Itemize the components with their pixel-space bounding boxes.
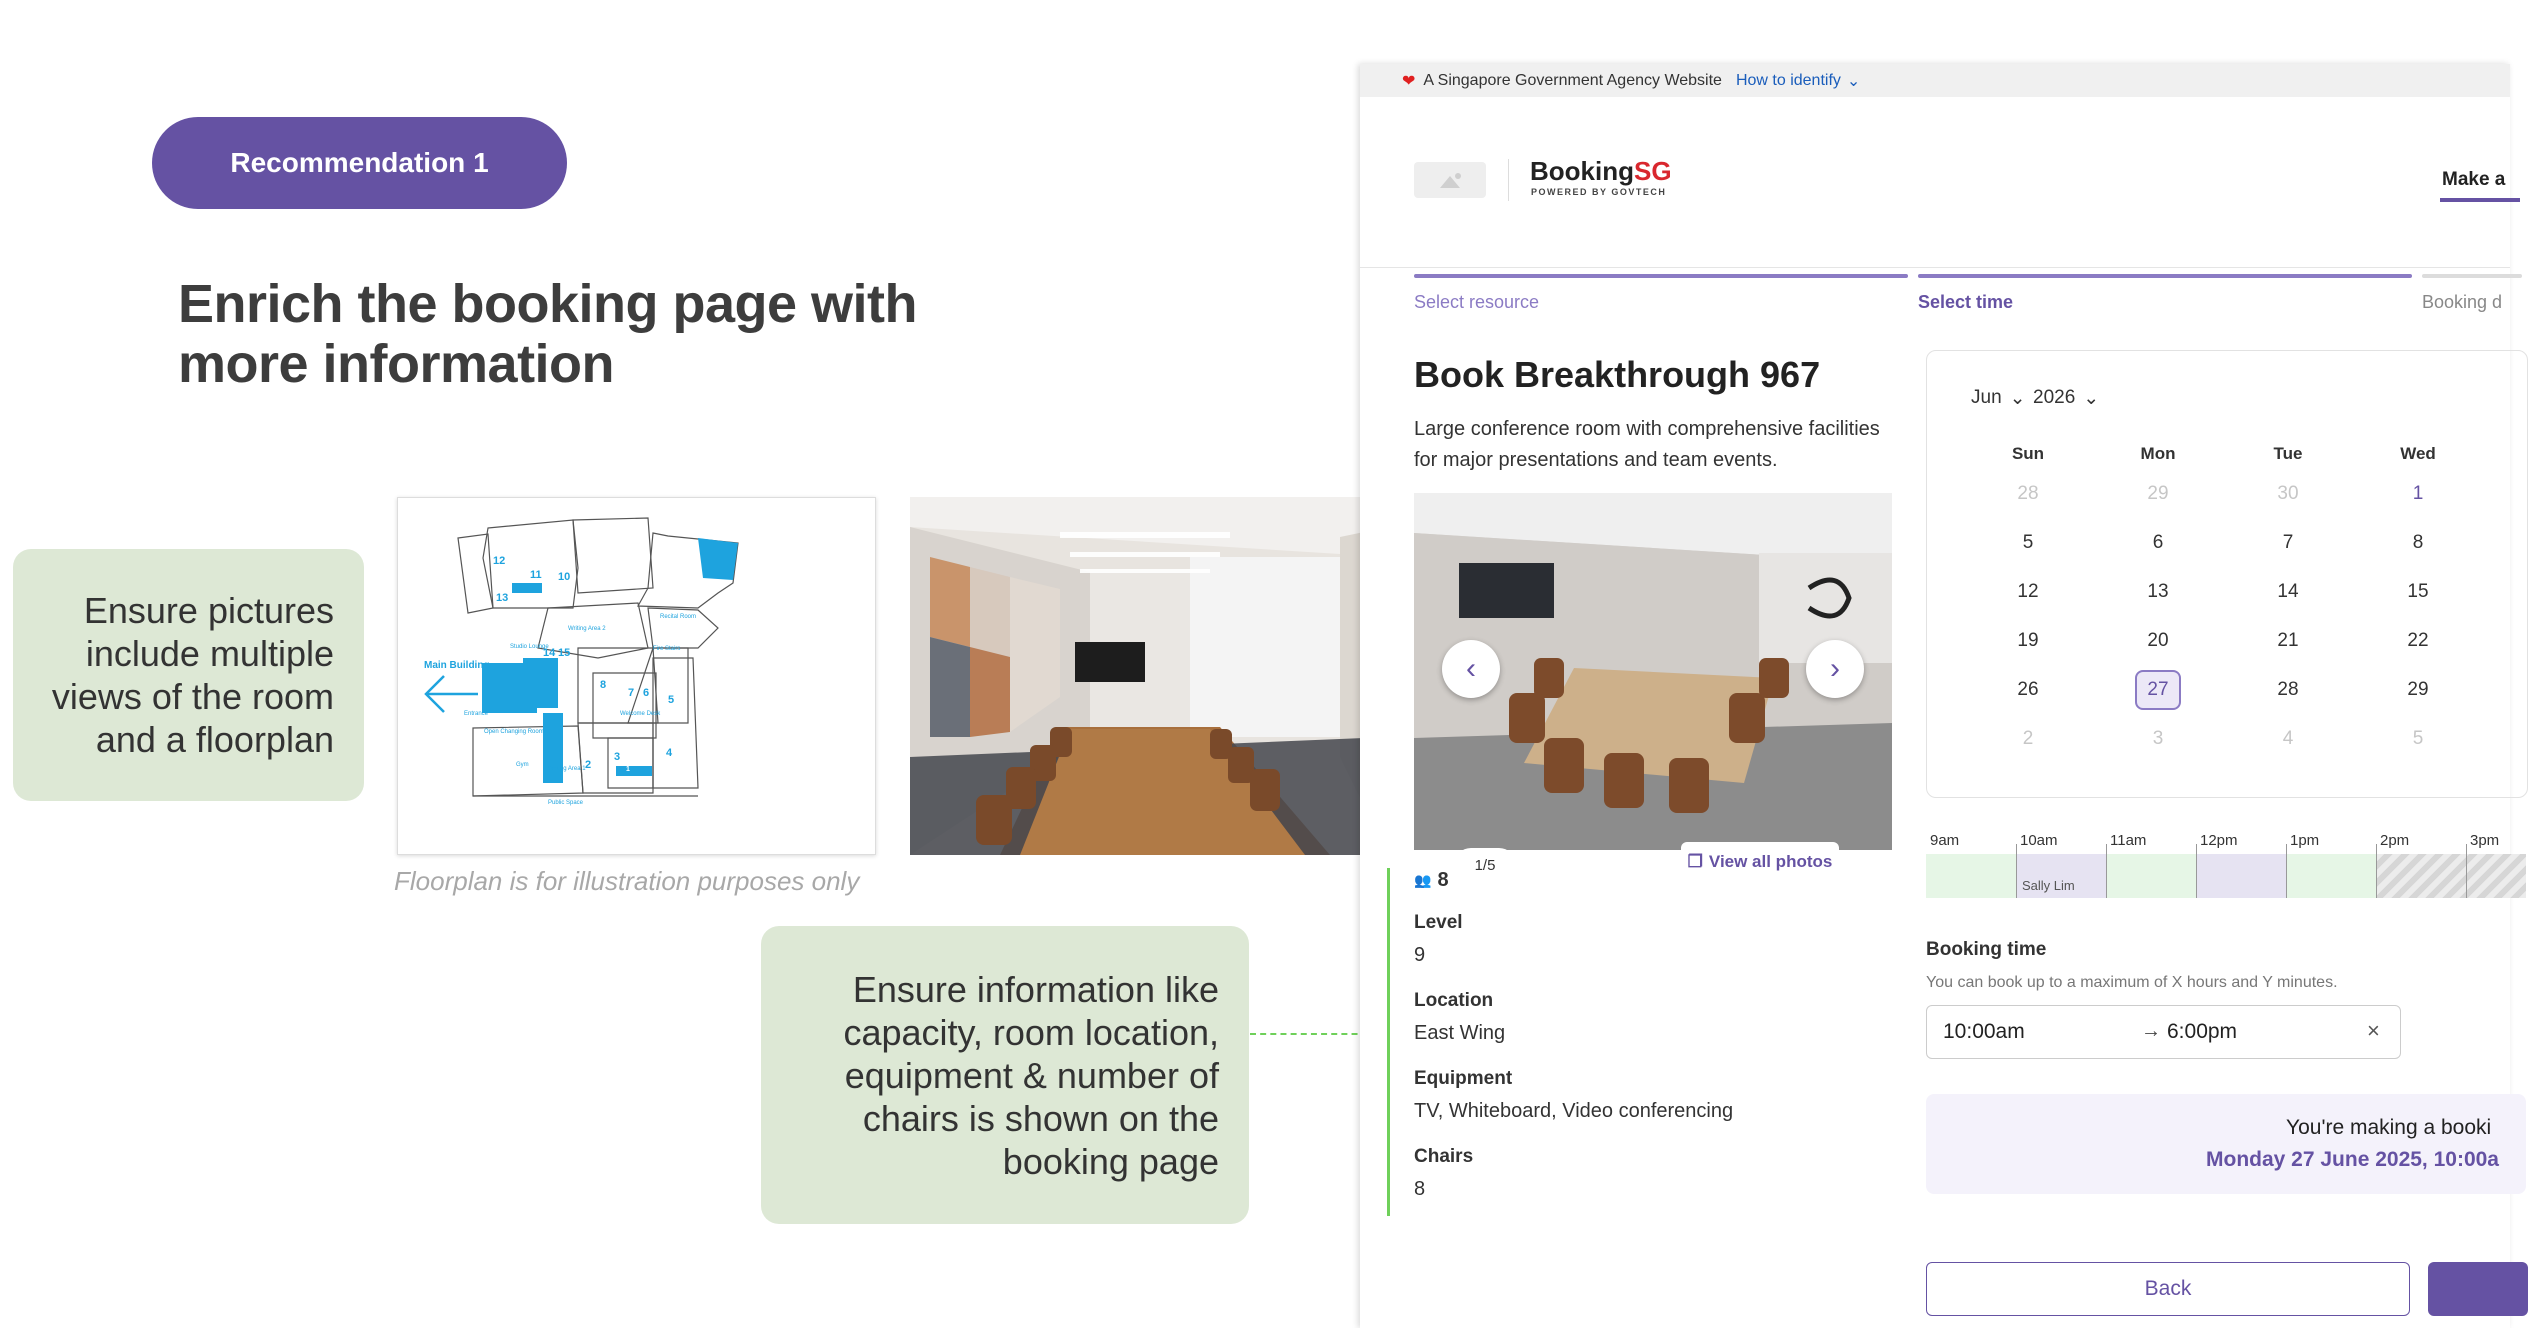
calendar-day[interactable]: 14 (2277, 581, 2299, 602)
step-3-bar (2422, 274, 2522, 278)
room-11: 11 (530, 569, 542, 581)
timeline-tick (2466, 844, 2467, 898)
year-select[interactable] (2033, 387, 2099, 410)
timeslot-free[interactable] (1926, 854, 2016, 898)
timeline-tick (2286, 844, 2287, 898)
calendar-day[interactable]: 29 (2407, 679, 2429, 700)
timeline-hour: 11am (2110, 832, 2147, 849)
connector-vertical-line (1387, 868, 1390, 1216)
brand-accent: SG (1634, 156, 1672, 186)
dow-wed: Wed (2400, 444, 2436, 463)
room-6: 6 (643, 687, 650, 699)
room-15: 15 (558, 647, 571, 659)
summary-line-2: Monday 27 June 2025, 10:00a (2206, 1148, 2499, 1171)
timeslot-unavailable (2376, 854, 2526, 898)
start-time-value[interactable]: 10:00am (1943, 1020, 2025, 1043)
floorplan-label-gym: Gym (516, 762, 529, 768)
calendar-day: 5 (2412, 728, 2424, 749)
end-time-value[interactable]: 6:00pm (2167, 1020, 2238, 1043)
summary-line-1: You're making a booki (2286, 1116, 2492, 1139)
chairs-label: Chairs (1414, 1146, 1474, 1167)
agency-logo-placeholder (1414, 162, 1486, 198)
calendar-day[interactable]: 19 (2017, 630, 2039, 651)
chevron-down-icon: ⌄ (2009, 388, 2026, 409)
brand-main: Booking (1530, 156, 1634, 186)
slide-headline: Enrich the booking page with more information (178, 274, 918, 394)
calendar-day[interactable]: 21 (2277, 630, 2299, 651)
timeline-tick (2106, 844, 2107, 898)
room-description: Large conference room with comprehensive facilities for major presentations and team events. (1414, 418, 1880, 471)
room-5: 5 (668, 694, 675, 706)
calendar-day[interactable]: 15 (2407, 581, 2429, 602)
step-2-bar (1918, 274, 2412, 278)
timeline-hour: 3pm (2470, 832, 2500, 849)
chevron-right-icon: › (1830, 652, 1840, 685)
chevron-down-icon: ⌄ (2083, 388, 2100, 409)
calendar-day[interactable]: 20 (2147, 630, 2169, 651)
floorplan-caption: Floorplan is for illustration purposes only (394, 866, 860, 896)
floorplan-label-recital: Recital Room (660, 614, 697, 620)
logo-divider (1508, 159, 1509, 201)
photo-carousel (1414, 493, 1892, 874)
capacity (1414, 869, 1449, 892)
image-placeholder-icon (1414, 162, 1486, 198)
page-title: Book Breakthrough 967 (1414, 354, 1821, 395)
booking-page (1360, 64, 2510, 1328)
brand-subtitle: POWERED BY GOVTECH (1531, 187, 1667, 197)
calendar-day: 29 (2147, 483, 2169, 504)
conference-room-illustration (910, 497, 1388, 855)
equipment-label: Equipment (1414, 1068, 1513, 1089)
room-13: 13 (496, 592, 509, 604)
room-8: 8 (600, 679, 607, 691)
room-14: 14 (543, 647, 556, 659)
arrow-left-icon (426, 676, 478, 712)
timeline-hour: 10am (2020, 832, 2058, 849)
nav-tab-make-booking[interactable]: Make a (2442, 169, 2506, 190)
location-label: Location (1414, 990, 1494, 1011)
location-value: East Wing (1414, 1022, 1506, 1044)
timeline-tick (2016, 844, 2017, 898)
people-icon: 👥 (1414, 872, 1432, 888)
calendar-day: 4 (2282, 728, 2294, 749)
step-1-bar (1414, 274, 1908, 278)
room-photo (910, 497, 1388, 855)
view-all-photos-label: View all photos (1708, 852, 1833, 871)
capacity-value: 8 (1437, 869, 1449, 891)
calendar-day-today[interactable]: 1 (2412, 483, 2424, 504)
room-2: 2 (585, 759, 592, 771)
room-3: 3 (614, 751, 621, 763)
step-select-resource[interactable]: Select resource (1414, 292, 1540, 312)
calendar-day[interactable]: 12 (2017, 581, 2039, 602)
floorplan-image (397, 497, 876, 855)
step-booking-details: Booking d (2422, 292, 2503, 312)
carousel-prev-button[interactable] (1442, 640, 1500, 698)
floorplan-label-fire: Fire Stairs (653, 646, 681, 652)
calendar-day: 3 (2152, 728, 2164, 749)
view-all-photos-button[interactable] (1681, 842, 1839, 882)
calendar-day[interactable]: 13 (2147, 581, 2169, 602)
arrow-right-icon: → (2141, 1020, 2161, 1042)
calendar-day[interactable]: 26 (2017, 679, 2039, 700)
dow-mon: Mon (2140, 444, 2176, 463)
room-1: 1 (626, 766, 630, 773)
step-select-time[interactable]: Select time (1918, 292, 2014, 312)
clear-icon[interactable]: × (2367, 1018, 2380, 1043)
carousel-counter: 1/5 (1454, 848, 1516, 882)
recommendation-badge: Recommendation 1 (152, 117, 567, 209)
booking-summary (1926, 1094, 2526, 1194)
carousel-next-button[interactable] (1806, 640, 1864, 698)
chevron-left-icon: ‹ (1466, 652, 1476, 685)
timeline-hour: 9am (1930, 832, 1960, 849)
booking-time-label: Booking time (1926, 939, 2047, 960)
timeslot-free[interactable] (2106, 854, 2196, 898)
room-12: 12 (493, 555, 506, 567)
calendar-day[interactable]: 28 (2277, 679, 2299, 700)
floorplan-label-writing1: Writing Area 1 (548, 766, 586, 772)
chairs-value: 8 (1414, 1178, 1426, 1200)
bookingsg-logo[interactable] (1530, 156, 1672, 187)
calendar (1926, 350, 2528, 798)
floorplan-label-welcome: Welcome Desk (620, 711, 661, 717)
dow-tue: Tue (2273, 444, 2303, 463)
next-button[interactable] (2428, 1262, 2528, 1316)
calendar-day[interactable]: 5 (2022, 532, 2034, 553)
booking-time-help: You can book up to a maximum of X hours and Y minutes. (1926, 974, 2338, 991)
timeslot-booked (2196, 854, 2286, 898)
note-pictures: Ensure pictures include multiple views of the room and a floorplan (13, 549, 364, 801)
calendar-day: 2 (2022, 728, 2034, 749)
calendar-day[interactable]: 6 (2152, 532, 2164, 553)
chevron-down-icon[interactable]: ⌄ (1846, 72, 1861, 90)
floorplan-label-public: Public Space (548, 800, 584, 806)
back-button[interactable]: Back (1926, 1262, 2410, 1316)
nav-tab-indicator (2440, 198, 2520, 202)
how-to-identify-link[interactable]: How to identify (1735, 71, 1841, 89)
availability-timeline (1926, 832, 2526, 902)
floorplan-drawing (398, 498, 877, 856)
level-value: 9 (1414, 944, 1426, 966)
calendar-day[interactable]: 22 (2407, 630, 2429, 651)
floorplan-label-changing: Open Changing Room (484, 729, 544, 735)
gov-masthead (1360, 64, 2510, 97)
timeslot-booked-by: Sally Lim (2022, 878, 2075, 893)
booking-time-range-input[interactable] (1926, 1005, 2401, 1059)
timeline-tick (2376, 844, 2377, 898)
timeline-hour: 12pm (2200, 832, 2238, 849)
calendar-day-selected[interactable]: 27 (2135, 670, 2181, 710)
gallery-icon: ❐ (1687, 852, 1703, 871)
floorplan-label-writing2: Writing Area 2 (568, 626, 606, 632)
room-4: 4 (666, 747, 673, 759)
floorplan-label-entrance: Entrance (464, 711, 489, 717)
month-select[interactable] (1971, 387, 2026, 410)
timeslot-free[interactable] (2286, 854, 2376, 898)
timeline-hour: 1pm (2290, 832, 2320, 849)
floorplan-label-studio: Studio Lounge (510, 644, 549, 650)
year-value: 2026 (2033, 387, 2076, 408)
dow-sun: Sun (2011, 444, 2045, 463)
equipment-value: TV, Whiteboard, Video conferencing (1414, 1100, 1734, 1122)
calendar-day[interactable]: 8 (2412, 532, 2424, 553)
timeline-tick (2196, 844, 2197, 898)
lion-head-icon: ❤ (1402, 72, 1416, 90)
timeline-hour: 2pm (2380, 832, 2410, 849)
calendar-day[interactable]: 7 (2282, 532, 2294, 553)
calendar-day: 28 (2017, 483, 2039, 504)
room-10: 10 (558, 571, 571, 583)
month-value: Jun (1971, 387, 2002, 408)
room-7: 7 (628, 687, 635, 699)
calendar-day: 30 (2277, 483, 2299, 504)
note-information: Ensure information like capacity, room location, equipment & number of chairs is shown on the booking page (761, 926, 1249, 1224)
gov-masthead-text: A Singapore Government Agency Website (1423, 71, 1722, 89)
floorplan-main-building: Main Building (424, 660, 490, 671)
level-label: Level (1414, 912, 1463, 933)
